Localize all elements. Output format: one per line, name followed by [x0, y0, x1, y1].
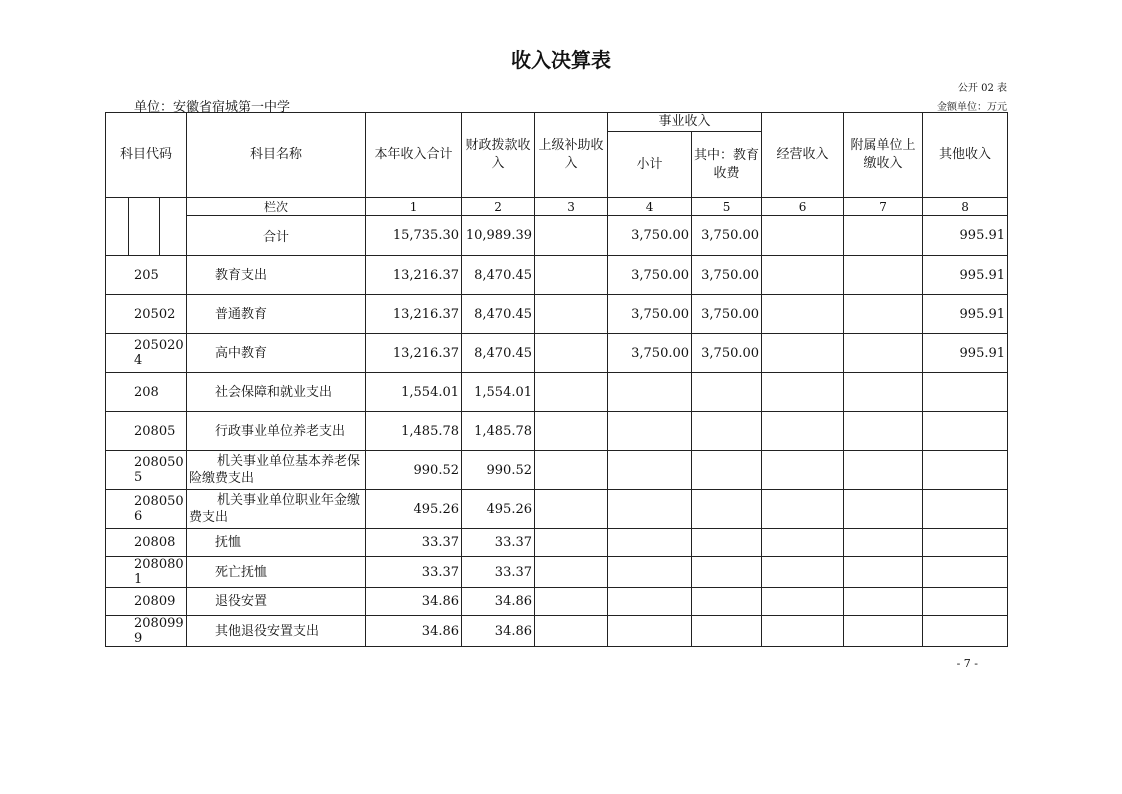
row-superior	[535, 529, 608, 557]
header-affiliated: 附属单位上缴收入	[844, 113, 923, 198]
row-total: 1,485.78	[366, 412, 462, 451]
row-affiliated	[844, 490, 923, 529]
row-other: 995.91	[923, 256, 1008, 295]
row-name: 行政事业单位养老支出	[187, 412, 366, 451]
row-edu-fee	[692, 412, 762, 451]
row-total: 13,216.37	[366, 256, 462, 295]
row-affiliated	[844, 588, 923, 616]
row-other	[923, 588, 1008, 616]
table-row	[106, 588, 1008, 616]
row-subtotal: 3,750.00	[608, 256, 692, 295]
row-name: 机关事业单位基本养老保险缴费支出	[187, 451, 366, 490]
row-total: 33.37	[366, 529, 462, 557]
row-total: 1,554.01	[366, 373, 462, 412]
row-operating	[762, 451, 844, 490]
header-other: 其他收入	[923, 113, 1008, 198]
table-row	[106, 529, 1008, 557]
column-index-8: 8	[923, 198, 1008, 216]
row-fiscal: 34.86	[462, 616, 535, 647]
column-index-label: 栏次	[187, 198, 366, 216]
row-fiscal: 33.37	[462, 557, 535, 588]
header-business-group: 事业收入	[608, 113, 762, 132]
row-operating	[762, 529, 844, 557]
form-number: 公开 02 表	[957, 83, 1007, 94]
total-label: 合计	[187, 216, 366, 256]
row-superior	[535, 373, 608, 412]
row-superior	[535, 490, 608, 529]
row-name: 教育支出	[187, 256, 366, 295]
row-fiscal: 33.37	[462, 529, 535, 557]
total-row	[106, 216, 1008, 256]
row-code: 20502	[106, 295, 187, 334]
row-code: 20805	[106, 412, 187, 451]
row-superior	[535, 557, 608, 588]
row-name: 退役安置	[187, 588, 366, 616]
row-edu-fee: 3,750.00	[692, 256, 762, 295]
column-index-1: 1	[366, 198, 462, 216]
row-edu-fee	[692, 490, 762, 529]
row-operating	[762, 588, 844, 616]
row-fiscal: 495.26	[462, 490, 535, 529]
row-code: 2080505	[106, 451, 187, 490]
row-affiliated	[844, 334, 923, 373]
row-edu-fee: 3,750.00	[692, 334, 762, 373]
row-other: 995.91	[923, 295, 1008, 334]
column-index-7: 7	[844, 198, 923, 216]
table-body	[106, 256, 1008, 647]
row-superior	[535, 295, 608, 334]
column-index-5: 5	[692, 198, 762, 216]
row-name: 死亡抚恤	[187, 557, 366, 588]
row-other	[923, 490, 1008, 529]
total-edu-fee: 3,750.00	[692, 216, 762, 256]
row-operating	[762, 616, 844, 647]
stub-cell-a	[106, 198, 129, 256]
reporting-unit: 单位：安徽省宿城第一中学	[134, 100, 291, 115]
row-code: 2080506	[106, 490, 187, 529]
header-code: 科目代码	[106, 113, 187, 198]
row-superior	[535, 616, 608, 647]
row-edu-fee	[692, 373, 762, 412]
row-other	[923, 557, 1008, 588]
row-superior	[535, 256, 608, 295]
row-subtotal	[608, 557, 692, 588]
row-operating	[762, 256, 844, 295]
row-edu-fee: 3,750.00	[692, 295, 762, 334]
row-name: 普通教育	[187, 295, 366, 334]
row-edu-fee	[692, 529, 762, 557]
row-other	[923, 616, 1008, 647]
row-fiscal: 1,485.78	[462, 412, 535, 451]
row-code: 208	[106, 373, 187, 412]
row-superior	[535, 588, 608, 616]
row-code: 2080801	[106, 557, 187, 588]
row-affiliated	[844, 557, 923, 588]
row-affiliated	[844, 412, 923, 451]
column-index-6: 6	[762, 198, 844, 216]
row-name: 高中教育	[187, 334, 366, 373]
row-operating	[762, 557, 844, 588]
row-code: 2080999	[106, 616, 187, 647]
stub-cell-c	[160, 198, 187, 256]
row-affiliated	[844, 451, 923, 490]
total-fiscal: 10,989.39	[462, 216, 535, 256]
row-operating	[762, 412, 844, 451]
row-operating	[762, 295, 844, 334]
row-operating	[762, 334, 844, 373]
row-subtotal: 3,750.00	[608, 334, 692, 373]
stub-cell-b	[129, 198, 160, 256]
total-subtotal: 3,750.00	[608, 216, 692, 256]
row-affiliated	[844, 256, 923, 295]
column-index-row	[106, 198, 1008, 216]
row-edu-fee	[692, 616, 762, 647]
table-row	[106, 616, 1008, 647]
row-name: 社会保障和就业支出	[187, 373, 366, 412]
amount-unit: 金额单位：万元	[937, 102, 1007, 113]
header-fiscal: 财政拨款收入	[462, 113, 535, 198]
row-total: 34.86	[366, 616, 462, 647]
table-row	[106, 373, 1008, 412]
row-edu-fee	[692, 451, 762, 490]
page-title: 收入决算表	[511, 48, 611, 72]
row-subtotal	[608, 588, 692, 616]
header-subtotal: 小计	[608, 132, 692, 198]
row-subtotal	[608, 616, 692, 647]
row-code: 20808	[106, 529, 187, 557]
row-other	[923, 373, 1008, 412]
row-code: 205	[106, 256, 187, 295]
row-total: 495.26	[366, 490, 462, 529]
row-subtotal	[608, 451, 692, 490]
header-operating: 经营收入	[762, 113, 844, 198]
row-fiscal: 8,470.45	[462, 334, 535, 373]
header-edu-fee: 其中：教育收费	[692, 132, 762, 198]
row-subtotal	[608, 490, 692, 529]
table-row	[106, 334, 1008, 373]
row-fiscal: 8,470.45	[462, 295, 535, 334]
row-affiliated	[844, 529, 923, 557]
total-total: 15,735.30	[366, 216, 462, 256]
row-subtotal: 3,750.00	[608, 295, 692, 334]
table-row	[106, 256, 1008, 295]
table-row	[106, 451, 1008, 490]
table-row	[106, 295, 1008, 334]
row-affiliated	[844, 373, 923, 412]
column-index-3: 3	[535, 198, 608, 216]
row-fiscal: 8,470.45	[462, 256, 535, 295]
row-operating	[762, 490, 844, 529]
row-operating	[762, 373, 844, 412]
row-edu-fee	[692, 557, 762, 588]
total-superior	[535, 216, 608, 256]
row-affiliated	[844, 616, 923, 647]
row-total: 13,216.37	[366, 295, 462, 334]
row-code: 20809	[106, 588, 187, 616]
table-row	[106, 557, 1008, 588]
row-subtotal	[608, 412, 692, 451]
row-total: 34.86	[366, 588, 462, 616]
row-subtotal	[608, 529, 692, 557]
row-other: 995.91	[923, 334, 1008, 373]
row-fiscal: 34.86	[462, 588, 535, 616]
row-other	[923, 451, 1008, 490]
row-name: 机关事业单位职业年金缴费支出	[187, 490, 366, 529]
row-other	[923, 412, 1008, 451]
row-superior	[535, 412, 608, 451]
header-name: 科目名称	[187, 113, 366, 198]
total-operating	[762, 216, 844, 256]
income-table	[105, 112, 1008, 647]
total-other: 995.91	[923, 216, 1008, 256]
page-number: - 7 -	[956, 657, 978, 670]
row-total: 13,216.37	[366, 334, 462, 373]
header-row-1	[106, 113, 1008, 132]
row-affiliated	[844, 295, 923, 334]
row-name: 其他退役安置支出	[187, 616, 366, 647]
row-total: 990.52	[366, 451, 462, 490]
row-code: 2050204	[106, 334, 187, 373]
row-other	[923, 529, 1008, 557]
row-superior	[535, 334, 608, 373]
column-index-2: 2	[462, 198, 535, 216]
row-total: 33.37	[366, 557, 462, 588]
row-edu-fee	[692, 588, 762, 616]
table-row	[106, 412, 1008, 451]
column-index-4: 4	[608, 198, 692, 216]
row-subtotal	[608, 373, 692, 412]
row-name: 抚恤	[187, 529, 366, 557]
header-superior: 上级补助收入	[535, 113, 608, 198]
header-total: 本年收入合计	[366, 113, 462, 198]
row-fiscal: 990.52	[462, 451, 535, 490]
row-superior	[535, 451, 608, 490]
row-fiscal: 1,554.01	[462, 373, 535, 412]
table-row	[106, 490, 1008, 529]
total-affiliated	[844, 216, 923, 256]
